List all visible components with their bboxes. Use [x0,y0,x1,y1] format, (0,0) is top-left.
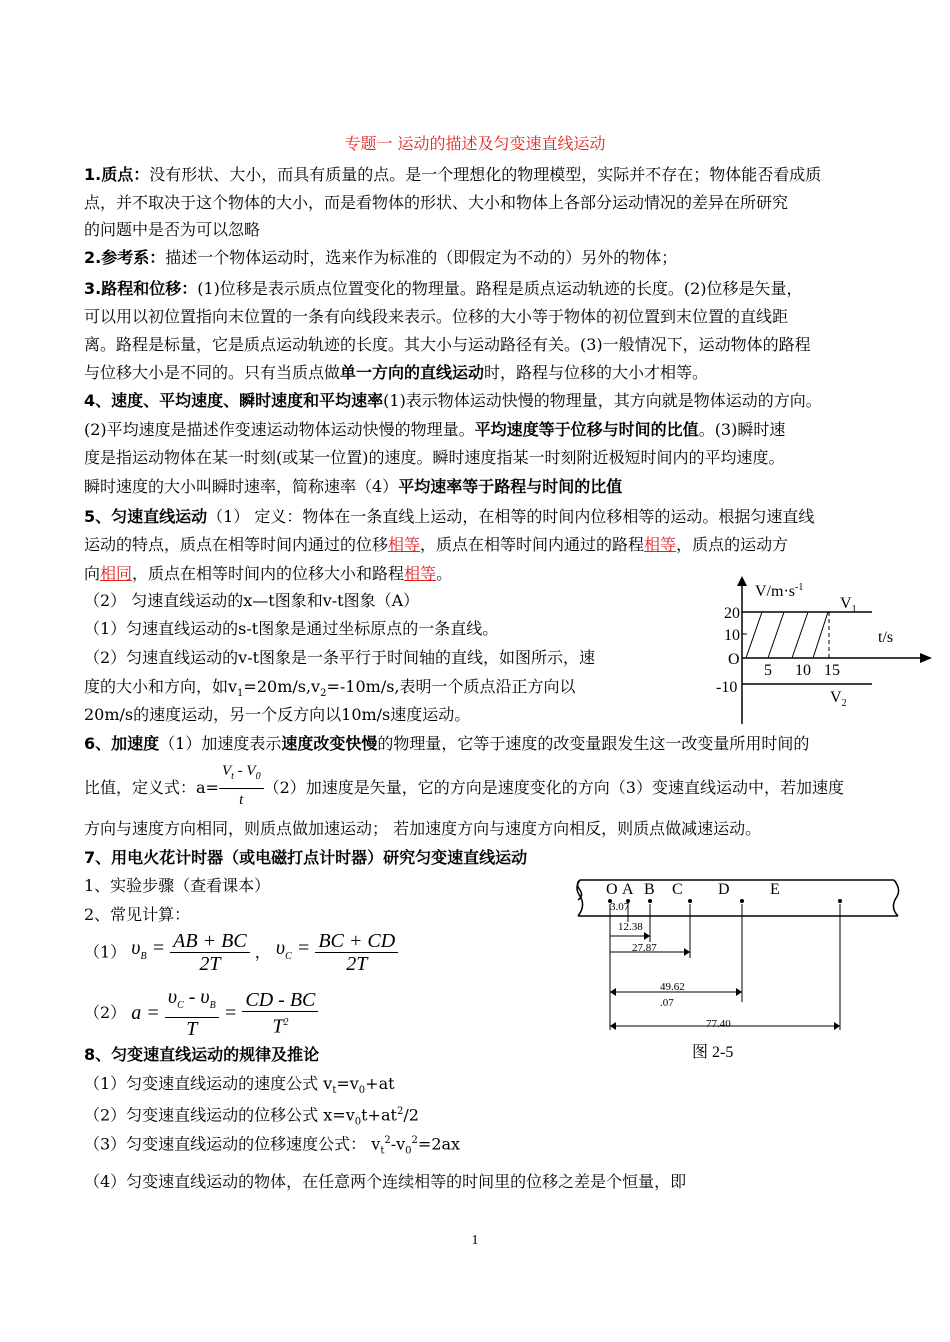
superscript: 2 [396,1106,404,1117]
text: =-10m/s,表明一个质点沿正方向以 [326,677,576,696]
fraction [165,986,219,1040]
v1-label: $V_1$ [840,595,857,615]
text: （3）匀变速直线运动的位移速度公式： v [84,1134,381,1154]
distance-label: 3.07 [610,901,630,913]
subscript: 0 [358,1085,366,1097]
math [131,1002,160,1024]
point-label: B [644,881,655,898]
y-axis-label: $V/m\cdot s^{-1}$ [755,582,804,600]
y-tick-label: -10 [716,679,738,696]
x-axis-arrow-icon [920,653,932,663]
section-2-text: 描述一个物体运动时，选来作为标准的（即假定为不动的）另外的物体； [165,248,678,267]
section-3-heading: 3.路程和位移： [84,279,198,298]
fraction [315,930,398,975]
superscript: 2 [384,1135,391,1146]
hatch-line [813,612,828,658]
section-2-line-1 [84,243,677,273]
section-7-line-1 [84,843,527,873]
arrow-icon [610,1022,616,1030]
text: 。 [436,564,453,583]
subscript: 0 [354,1116,362,1128]
text: 2T [346,953,368,975]
text: - V [233,763,256,779]
fill-answer: 相等 [404,564,437,583]
text: （2）加速度是矢量，它的方向是速度变化的方向（3）变速直线运动中，若加速度 [263,778,844,797]
text: =20m/s,v [243,677,321,696]
text: = [151,937,166,959]
subscript: C [177,1000,184,1011]
text: CD - BC [242,989,318,1012]
x-tick-label: 15 [824,662,840,679]
text: V [221,763,232,779]
text: υ [275,937,286,959]
distance-label: 49.62 [660,981,685,993]
text: （1）匀变速直线运动的速度公式 v [84,1074,333,1093]
text: 根据匀速直线 [718,507,815,526]
dot-d [740,899,744,903]
text: 比值，定义式：a= [84,778,219,797]
section-3-line-4 [84,358,708,388]
text: = [223,1002,238,1024]
section-8-line-1 [84,1040,319,1070]
tape-right-edge [893,880,898,916]
text: +at [365,1074,395,1093]
text: =2ax [417,1134,461,1154]
subscript: t [380,1145,385,1157]
subscript: 2 [320,688,327,700]
point-label: D [718,881,730,898]
section-5-line-8: 20m/s的速度运动，另一个反方向以10m/s速度运动。 [84,705,471,724]
text: - υ [183,986,210,1008]
section-5-line-6: （2）匀速直线运动的v-t图象是一条平行于时间轴的直线，如图所示，速 [84,648,596,667]
section-5-line-1 [84,502,814,532]
section-7-line-2: 1、实验步骤（查看课本） [84,876,271,895]
section-8-line-5: （4）匀变速直线运动的物体，在任意两个连续相等的时间里的位移之差是个恒量，即 [84,1172,687,1191]
section-3-line-1 [84,274,803,304]
dot-b [648,899,652,903]
text: t+at [361,1105,397,1125]
section-4-text: (1)表示物体运动快慢的物理量，其方向就是物体运动的方向。 [383,391,822,410]
text: 度的大小和方向，如v [84,677,238,696]
key-phrase: 平均速度等于位移与时间的比值 [474,420,699,439]
section-4-heading: 4、速度、平均速度、瞬时速度和平均速率 [84,391,384,410]
text: -v [390,1134,406,1154]
subscript: 1 [237,688,244,700]
section-6-line-2 [84,763,844,811]
text: T [186,1018,198,1040]
key-phrase: 单一方向的直线运动 [340,363,485,382]
text: （2）匀变速直线运动的位移公式 x=v [84,1105,355,1125]
point-label: O [606,881,618,898]
fraction [242,989,318,1038]
v2-label: $V_2$ [830,689,847,709]
text: = [296,937,311,959]
subscript: B [209,1000,216,1011]
section-6-line-3: 方向与速度方向相同，则质点做加速运动； 若加速度方向与速度方向相反，则质点做减速运动。 [84,819,762,838]
section-5-line-4: （2） 匀速直线运动的x—t图象和v-t图象（A） [84,591,420,610]
section-1-line-1 [84,160,821,190]
subscript: B [140,951,147,962]
text: υ [131,937,141,959]
section-4-line-4 [84,472,622,502]
distance-label: 27.87 [632,942,657,954]
arrow-icon [736,988,742,996]
figure-caption: 图 2-5 [692,1044,734,1061]
dot-e [838,899,842,903]
text: υ [167,986,178,1008]
section-5-line-5: （1）匀速直线运动的s-t图象是通过坐标原点的一条直线。 [84,619,499,638]
text: T [272,1015,284,1038]
section-1-heading: 1.质点： [84,165,150,184]
page-number: 1 [471,1233,479,1248]
distance-label: .07 [660,997,674,1009]
key-phrase: 平均速率等于路程与时间的比值 [398,477,623,496]
text: （1） 定义：物体在一条直线上运动，在相等的时间内位移相等的运动。 [207,507,719,526]
x-tick-label: 10 [795,662,811,679]
text: ，质点在相等时间内的位移大小和路程 [132,564,405,583]
formula-acceleration [84,986,318,1040]
fill-answer: 相等 [644,535,677,554]
text: t [239,792,244,808]
subscript: t [231,771,234,782]
arrow-icon [610,988,616,996]
section-3-line-3: 离。路程是标量，它是质点运动轨迹的长度。其大小与运动路径有关。(3)一般情况下，运动物体的路程 [84,335,811,354]
hatch-line [746,612,762,658]
acceleration-formula [219,760,264,811]
fill-answer: 相等 [388,535,421,554]
superscript: 2 [411,1135,418,1146]
page-title: 专题一 运动的描述及匀变速直线运动 [344,134,606,153]
section-1-line-2: 点，并不取决于这个物体的大小，而是看物体的形状、大小和物体上各部分运动情况的差异在所研究 [84,193,789,212]
section-3-line-2: 可以用以初位置指向末位置的一条有向线段来表示。位移的大小等于物体的初位置到末位置的直线距 [84,307,789,326]
subscript: 0 [255,771,261,782]
math [275,937,311,962]
ticker-tape-diagram [572,874,912,1062]
superscript: 2 [283,1016,289,1028]
section-6-heading: 6、加速度 [84,734,160,753]
vt-graph [700,574,940,726]
section-7-line-3: 2、常见计算： [84,905,191,924]
text: （2） [84,1003,127,1022]
formula-velocity [84,930,398,975]
y-tick-label: 20 [724,605,740,622]
text: (2)平均速度是描述作变速运动物体运动快慢的物理量。 [84,420,475,439]
x-axis-label: t/s [878,629,894,646]
key-phrase: 速度改变快慢 [281,734,378,753]
text: =v [336,1074,359,1093]
section-5-line-2 [84,530,788,560]
text: 时，路程与位移的大小才相等。 [484,363,709,382]
section-4-line-2 [84,415,785,445]
hatch-line [768,612,784,658]
arrow-icon [834,1022,840,1030]
y-axis-arrow-icon [737,576,747,586]
section-6-line-1 [84,729,809,759]
distance-label: 77.40 [706,1018,731,1030]
subscript: 0 [405,1145,412,1157]
y-tick-label: 10 [724,627,740,644]
text: AB + BC [170,930,250,953]
text: 2T [199,953,221,975]
text: /2 [403,1105,419,1125]
text: BC + CD [315,930,398,953]
section-8-heading: 8、匀变速直线运动的规律及推论 [84,1045,320,1064]
section-3-text: (1)位移是表示质点位置变化的物理量。路程是质点运动轨迹的长度。(2)位移是矢量， [197,279,803,298]
section-8-line-4 [84,1126,460,1167]
point-label: A [622,881,634,898]
dot-c [688,899,692,903]
hatch-line [792,612,808,658]
text: ，质点在相等时间内通过的路程 [420,535,645,554]
text: （1）加速度表示 [159,734,282,753]
section-5-line-3 [84,559,452,589]
text: a [131,1002,142,1024]
distance-label: 12.38 [618,921,643,933]
subscript: t [332,1085,337,1097]
point-label: C [672,881,683,898]
section-4-line-1 [84,386,822,416]
math [131,937,166,962]
fill-answer: 相同 [100,564,133,583]
text: 的物理量，它等于速度的改变量跟发生这一改变量所用时间的 [377,734,810,753]
fraction [170,930,250,975]
text: ，质点的运动方 [676,535,789,554]
text: （1） [84,942,127,962]
point-label: E [770,881,780,898]
section-1-text: 没有形状、大小，而具有质量的点。是一个理想化的物理模型，实际并不存在；物体能否看成质 [149,165,822,184]
section-4-line-3: 度是指运动物体在某一时刻(或某一位置)的速度。瞬时速度指某一时刻附近极短时间内的平均速度。 [84,448,785,467]
text: 向 [84,564,101,583]
arrow-icon [644,932,650,940]
text: = [146,1002,160,1024]
subscript: C [285,951,292,962]
text: 瞬时速度的大小叫瞬时速率，简称速率（4） [84,477,399,496]
origin-label: O [728,651,740,668]
text: 运动的特点，质点在相等时间内通过的位移 [84,535,389,554]
text: 与位移大小是不同的。只有当质点做 [84,363,341,382]
section-5-heading: 5、匀速直线运动 [84,507,208,526]
section-7-heading: 7、用电火花计时器（或电磁打点计时器）研究匀变速直线运动 [84,848,528,867]
section-2-heading: 2.参考系： [84,248,166,267]
text: ， [254,942,271,962]
section-1-line-3: 的问题中是否为可以忽略 [84,220,261,239]
text: 。(3)瞬时速 [698,420,786,439]
arrow-icon [684,948,690,956]
x-tick-label: 5 [764,662,772,679]
